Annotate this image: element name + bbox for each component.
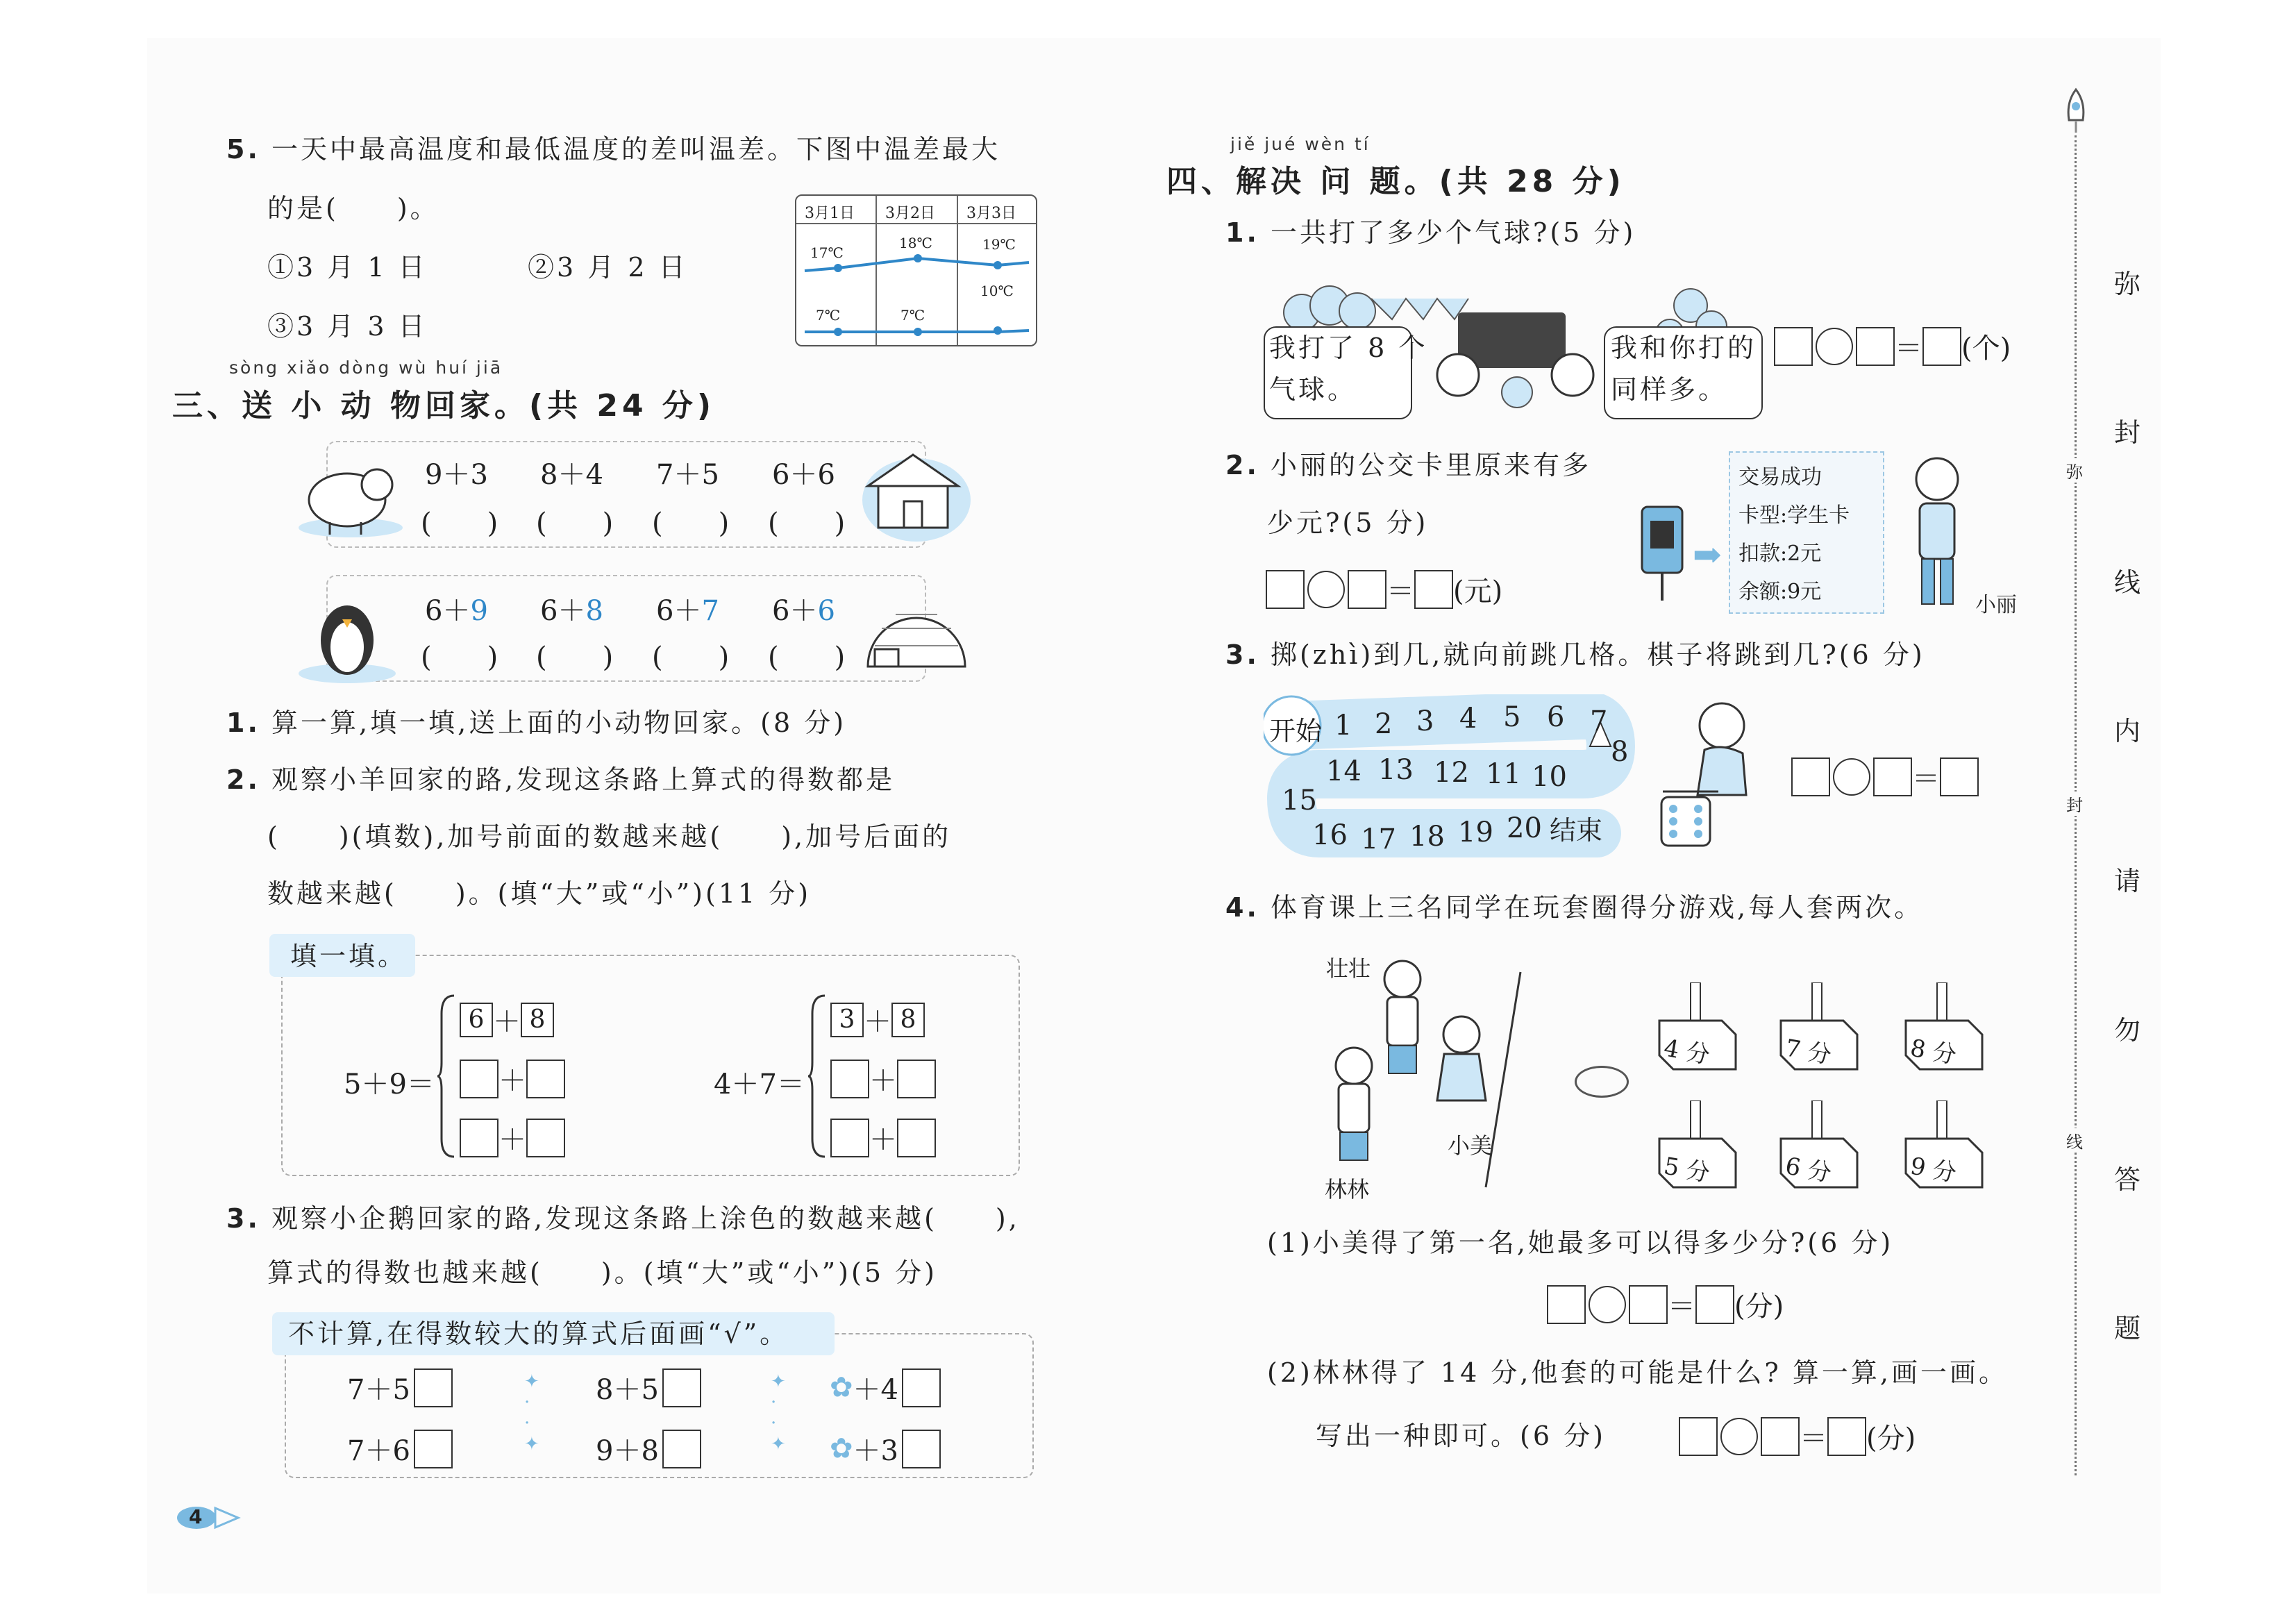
sheep-picture <box>295 444 406 542</box>
sec4-pinyin: jiě jué wèn tí <box>1230 134 1371 154</box>
q5-option-1[interactable]: ①3 月 1 日 <box>267 252 428 283</box>
sec3-pinyin: sòng xiǎo dòng wù huí jiā <box>229 358 503 378</box>
penguin-expr-3: 6＋7 <box>656 595 719 627</box>
sec3-title: 三、送 小 动 物回家。(共 24 分) <box>172 388 716 424</box>
compare-b2: 9＋8 <box>596 1429 701 1468</box>
left-brace <box>436 993 457 1160</box>
chart-low-3: 10℃ <box>980 283 1014 299</box>
sec3-q2-line2: ( )(填数),加号前面的数越来越( ),加号后面的 <box>267 821 952 852</box>
temperature-chart <box>795 194 1037 346</box>
q5-option-3[interactable]: ③3 月 3 日 <box>267 311 428 342</box>
seal-small-1: 弥 <box>2066 458 2083 483</box>
arrow-right-icon: ➡ <box>1693 535 1722 575</box>
penguin-expr-4: 6＋6 <box>772 595 835 627</box>
sheep-icon <box>295 444 406 542</box>
right-row-3[interactable]: ＋ <box>830 1118 936 1157</box>
divider-2: ✦ · · ✦ <box>771 1371 786 1455</box>
p4-sub1: (1)小美得了第一名,她最多可以得多少分?(6 分) <box>1267 1228 1894 1258</box>
rocket-top-icon <box>2062 87 2090 135</box>
p4-question: 4. 体育课上三名同学在玩套圈得分游戏,每人套两次。 <box>1225 892 1924 923</box>
flower-icon: ✿ <box>830 1432 853 1465</box>
chart-low-1: 7℃ <box>816 307 841 324</box>
p4-sub2-line1: (2)林林得了 14 分,他套的可能是什么? 算一算,画一画。 <box>1267 1357 2008 1388</box>
rocket-icon <box>172 1501 249 1534</box>
name-zhuangzhuang: 壮壮 <box>1326 955 1371 982</box>
ring-icon <box>1575 1066 1629 1098</box>
check-box[interactable] <box>662 1430 701 1468</box>
flower-icon: ✿ <box>830 1371 853 1404</box>
penguin-answer-2[interactable]: ( ) <box>536 642 614 673</box>
check-box[interactable] <box>902 1430 941 1468</box>
chart-date-3: 3月3日 <box>966 205 1016 222</box>
margin-char-7: 答 <box>2114 1164 2141 1195</box>
speech-bubble-left: 我打了 8 个 气球。 <box>1264 326 1412 419</box>
compare-c1: ✿＋4 <box>830 1368 941 1407</box>
score-post-9: 9 分 <box>1902 1100 1986 1191</box>
p3-question: 3. 掷(zhì)到几,就向前跳几格。棋子将跳到几?(6 分) <box>1225 639 1925 670</box>
name-xiaomei: 小美 <box>1448 1132 1493 1159</box>
sheep-answer-4[interactable]: ( ) <box>768 508 846 539</box>
compare-c2: ✿＋3 <box>830 1429 941 1468</box>
girl-icon <box>1902 451 1972 611</box>
q5-line2: 的是( )。 <box>267 193 439 224</box>
penguin-answer-1[interactable]: ( ) <box>421 642 498 673</box>
sec3-q3-line2: 算式的得数也越来越( )。(填“大”或“小”)(5 分) <box>267 1257 937 1288</box>
margin-char-5: 请 <box>2114 866 2141 896</box>
penguin-answer-4[interactable]: ( ) <box>768 642 846 673</box>
right-row-2[interactable]: ＋ <box>830 1059 936 1098</box>
margin-char-8: 题 <box>2114 1313 2141 1343</box>
sec3-q3-line1: 3. 观察小企鹅回家的路,发现这条路上涂色的数越来越( ), <box>226 1203 1020 1234</box>
right-brace <box>807 993 828 1160</box>
p2-equation[interactable]: ＝ (元) <box>1266 569 1502 609</box>
chart-high-3: 19℃ <box>982 236 1016 253</box>
margin-char-6: 勿 <box>2114 1015 2141 1046</box>
child-icon <box>1656 698 1767 802</box>
p4-sub2-equation[interactable]: ＝ (分) <box>1679 1416 1916 1456</box>
p1-equation[interactable]: ＝ (个) <box>1774 326 2011 366</box>
sheep-answer-2[interactable]: ( ) <box>536 508 614 539</box>
sec3-q2-line3: 数越来越( )。(填“大”或“小”)(11 分) <box>267 878 812 909</box>
child-playing <box>1656 698 1767 802</box>
igloo-icon <box>861 583 972 680</box>
board-game: 开始 1 2 3 4 5 6 7 8 10 11 12 13 14 15 16 17 18 19 20 结束 <box>1264 694 1763 868</box>
chart-date-1: 3月1日 <box>805 205 855 222</box>
penguin-expr-1: 6＋9 <box>425 595 488 627</box>
chart-low-2: 7℃ <box>900 307 925 324</box>
sec3-q2-line1: 2. 观察小羊回家的路,发现这条路上算式的得数都是 <box>226 764 896 795</box>
chart-high-1: 17℃ <box>810 244 844 261</box>
check-box[interactable] <box>414 1368 453 1407</box>
xiaoli-label: 小丽 <box>1975 593 2017 617</box>
penguin-answer-3[interactable]: ( ) <box>652 642 730 673</box>
decompose-left-expr: 5＋9＝ <box>344 1069 435 1100</box>
end-cell: 结束 <box>1550 815 1603 846</box>
fill-label: 填一填。 <box>290 941 408 971</box>
compare-a2: 7＋6 <box>347 1429 453 1468</box>
p3-equation[interactable]: ＝ <box>1791 757 1979 796</box>
compare-label: 不计算,在得数较大的算式后面画“√”。 <box>288 1319 789 1349</box>
kids-ring-toss <box>1319 951 1555 1201</box>
igloo-picture <box>861 583 972 680</box>
sheep-answer-1[interactable]: ( ) <box>421 508 498 539</box>
house-picture <box>854 437 972 542</box>
speech-bubble-right: 我和你打的 同样多。 <box>1604 326 1763 419</box>
check-box[interactable] <box>662 1368 701 1407</box>
p2-line2: 少元?(5 分) <box>1267 508 1429 538</box>
left-row-1: 6 ＋ 8 <box>460 1000 554 1039</box>
house-icon <box>854 437 972 542</box>
left-row-3[interactable]: ＋ <box>460 1118 565 1157</box>
compare-a1: 7＋5 <box>347 1368 453 1407</box>
seal-small-3: 线 <box>2066 1128 2083 1153</box>
score-post-4: 4 分 <box>1656 982 1739 1073</box>
sec3-q1: 1. 算一算,填一填,送上面的小动物回家。(8 分) <box>226 708 847 738</box>
q5-line1: 5. 一天中最高温度和最低温度的差叫温差。下图中温差最大 <box>226 134 1000 165</box>
penguin-picture <box>295 590 399 687</box>
score-post-5: 5 分 <box>1656 1100 1739 1191</box>
penguin-icon <box>295 590 399 687</box>
p2-line1: 2. 小丽的公交卡里原来有多 <box>1225 450 1591 480</box>
sheep-expr-1: 9＋3 <box>425 459 488 491</box>
p4-sub1-equation[interactable]: ＝ (分) <box>1547 1284 1784 1324</box>
left-row-2[interactable]: ＋ <box>460 1059 565 1098</box>
margin-char-2: 封 <box>2114 417 2141 448</box>
sheep-answer-3[interactable]: ( ) <box>652 508 730 539</box>
transaction-receipt: 交易成功 卡型:学生卡 扣款:2元 余额:9元 <box>1729 451 1884 614</box>
chart-high-2: 18℃ <box>899 235 932 251</box>
margin-char-3: 线 <box>2114 567 2141 598</box>
start-cell: 开始 <box>1269 716 1323 746</box>
score-post-8: 8 分 <box>1902 982 1986 1073</box>
score-post-7: 7 分 <box>1777 982 1861 1073</box>
chart-date-2: 3月2日 <box>885 205 935 222</box>
xiaoli-figure <box>1902 451 1972 611</box>
divider-1: ✦ · · ✦ <box>524 1371 539 1455</box>
check-box[interactable] <box>414 1430 453 1468</box>
sec4-title: 四、解决 问 题。(共 28 分) <box>1166 164 1625 199</box>
check-box[interactable] <box>902 1368 941 1407</box>
margin-char-1: 弥 <box>2114 269 2141 299</box>
sheep-expr-2: 8＋4 <box>540 459 603 491</box>
name-linlin: 林林 <box>1325 1176 1370 1203</box>
card-reader <box>1635 500 1691 604</box>
decompose-right-expr: 4＋7＝ <box>714 1069 805 1100</box>
card-reader-icon <box>1635 500 1691 604</box>
margin-char-4: 内 <box>2114 716 2141 746</box>
compare-b1: 8＋5 <box>596 1368 701 1407</box>
p4-sub2-line2: 写出一种即可。(6 分) <box>1316 1421 1606 1451</box>
q5-option-2[interactable]: ②3 月 2 日 <box>528 252 688 283</box>
page-number-badge: 4 <box>172 1501 249 1534</box>
p1-question: 1. 一共打了多少个气球?(5 分) <box>1225 217 1636 248</box>
sheep-expr-4: 6＋6 <box>772 459 835 491</box>
right-row-1: 3 ＋ 8 <box>830 1000 925 1039</box>
sheep-expr-3: 7＋5 <box>656 459 719 491</box>
kids-art <box>1319 951 1555 1201</box>
penguin-expr-2: 6＋8 <box>540 595 603 627</box>
score-post-6: 6 分 <box>1777 1100 1861 1191</box>
seal-small-2: 封 <box>2066 792 2083 816</box>
